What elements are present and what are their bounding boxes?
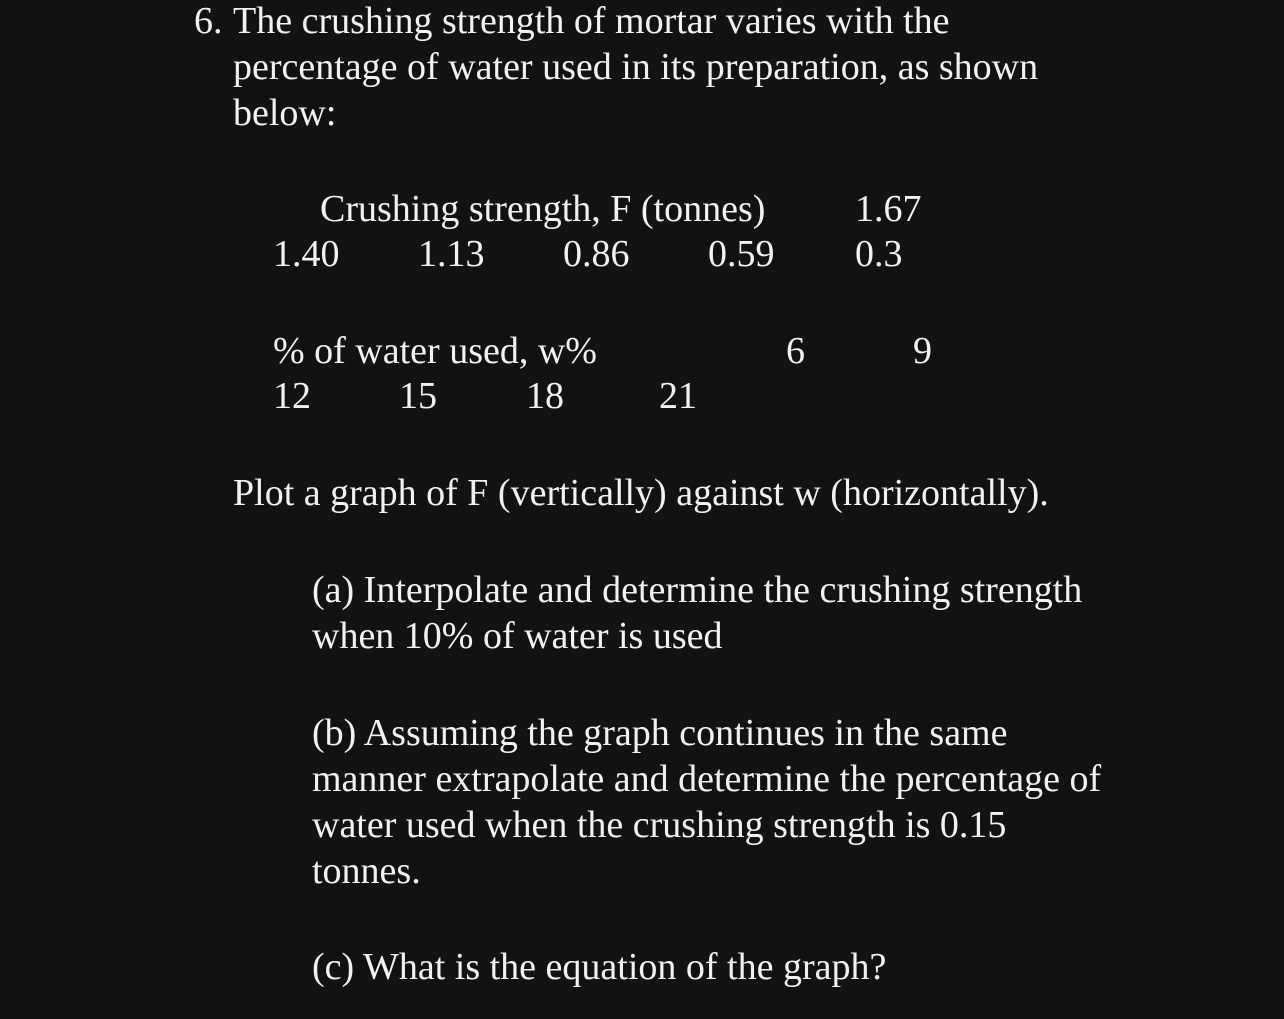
water-value: 12 [273, 375, 311, 417]
strength-label: Crushing strength, F (tonnes) [320, 188, 766, 230]
part-b-line: water used when the crushing strength is 0.15 [312, 804, 1007, 846]
strength-value: 1.40 [273, 233, 340, 275]
water-value: 6 [786, 330, 805, 372]
part-c-line: (c) What is the equation of the graph? [312, 946, 887, 988]
part-a-line: (a) Interpolate and determine the crushing strength [312, 569, 1083, 611]
question-number: 6. [194, 0, 223, 42]
part-b-line: tonnes. [312, 850, 421, 892]
question-intro-line: percentage of water used in its preparation, as shown [233, 46, 1039, 88]
plot-instruction: Plot a graph of F (vertically) against w (horizontally). [233, 472, 1049, 514]
water-value: 18 [526, 375, 564, 417]
strength-value: 0.59 [708, 233, 775, 275]
part-b-line: (b) Assuming the graph continues in the same [312, 712, 1008, 754]
water-value: 9 [913, 330, 932, 372]
strength-value: 0.86 [563, 233, 630, 275]
question-intro-line: below: [233, 92, 337, 134]
water-value: 21 [659, 375, 697, 417]
part-a [312, 567, 1082, 659]
part-c [312, 944, 886, 990]
question-intro-line: The crushing strength of mortar varies with the [233, 0, 950, 42]
strength-value: 1.67 [855, 188, 922, 230]
strength-value: 1.13 [418, 233, 485, 275]
part-b-line: manner extrapolate and determine the percentage of [312, 758, 1102, 800]
water-value: 15 [399, 375, 437, 417]
strength-value: 0.3 [855, 233, 903, 275]
water-label: % of water used, w% [273, 330, 597, 372]
part-a-line: when 10% of water is used [312, 615, 723, 657]
part-b [312, 710, 1101, 894]
question-intro [233, 0, 1038, 136]
